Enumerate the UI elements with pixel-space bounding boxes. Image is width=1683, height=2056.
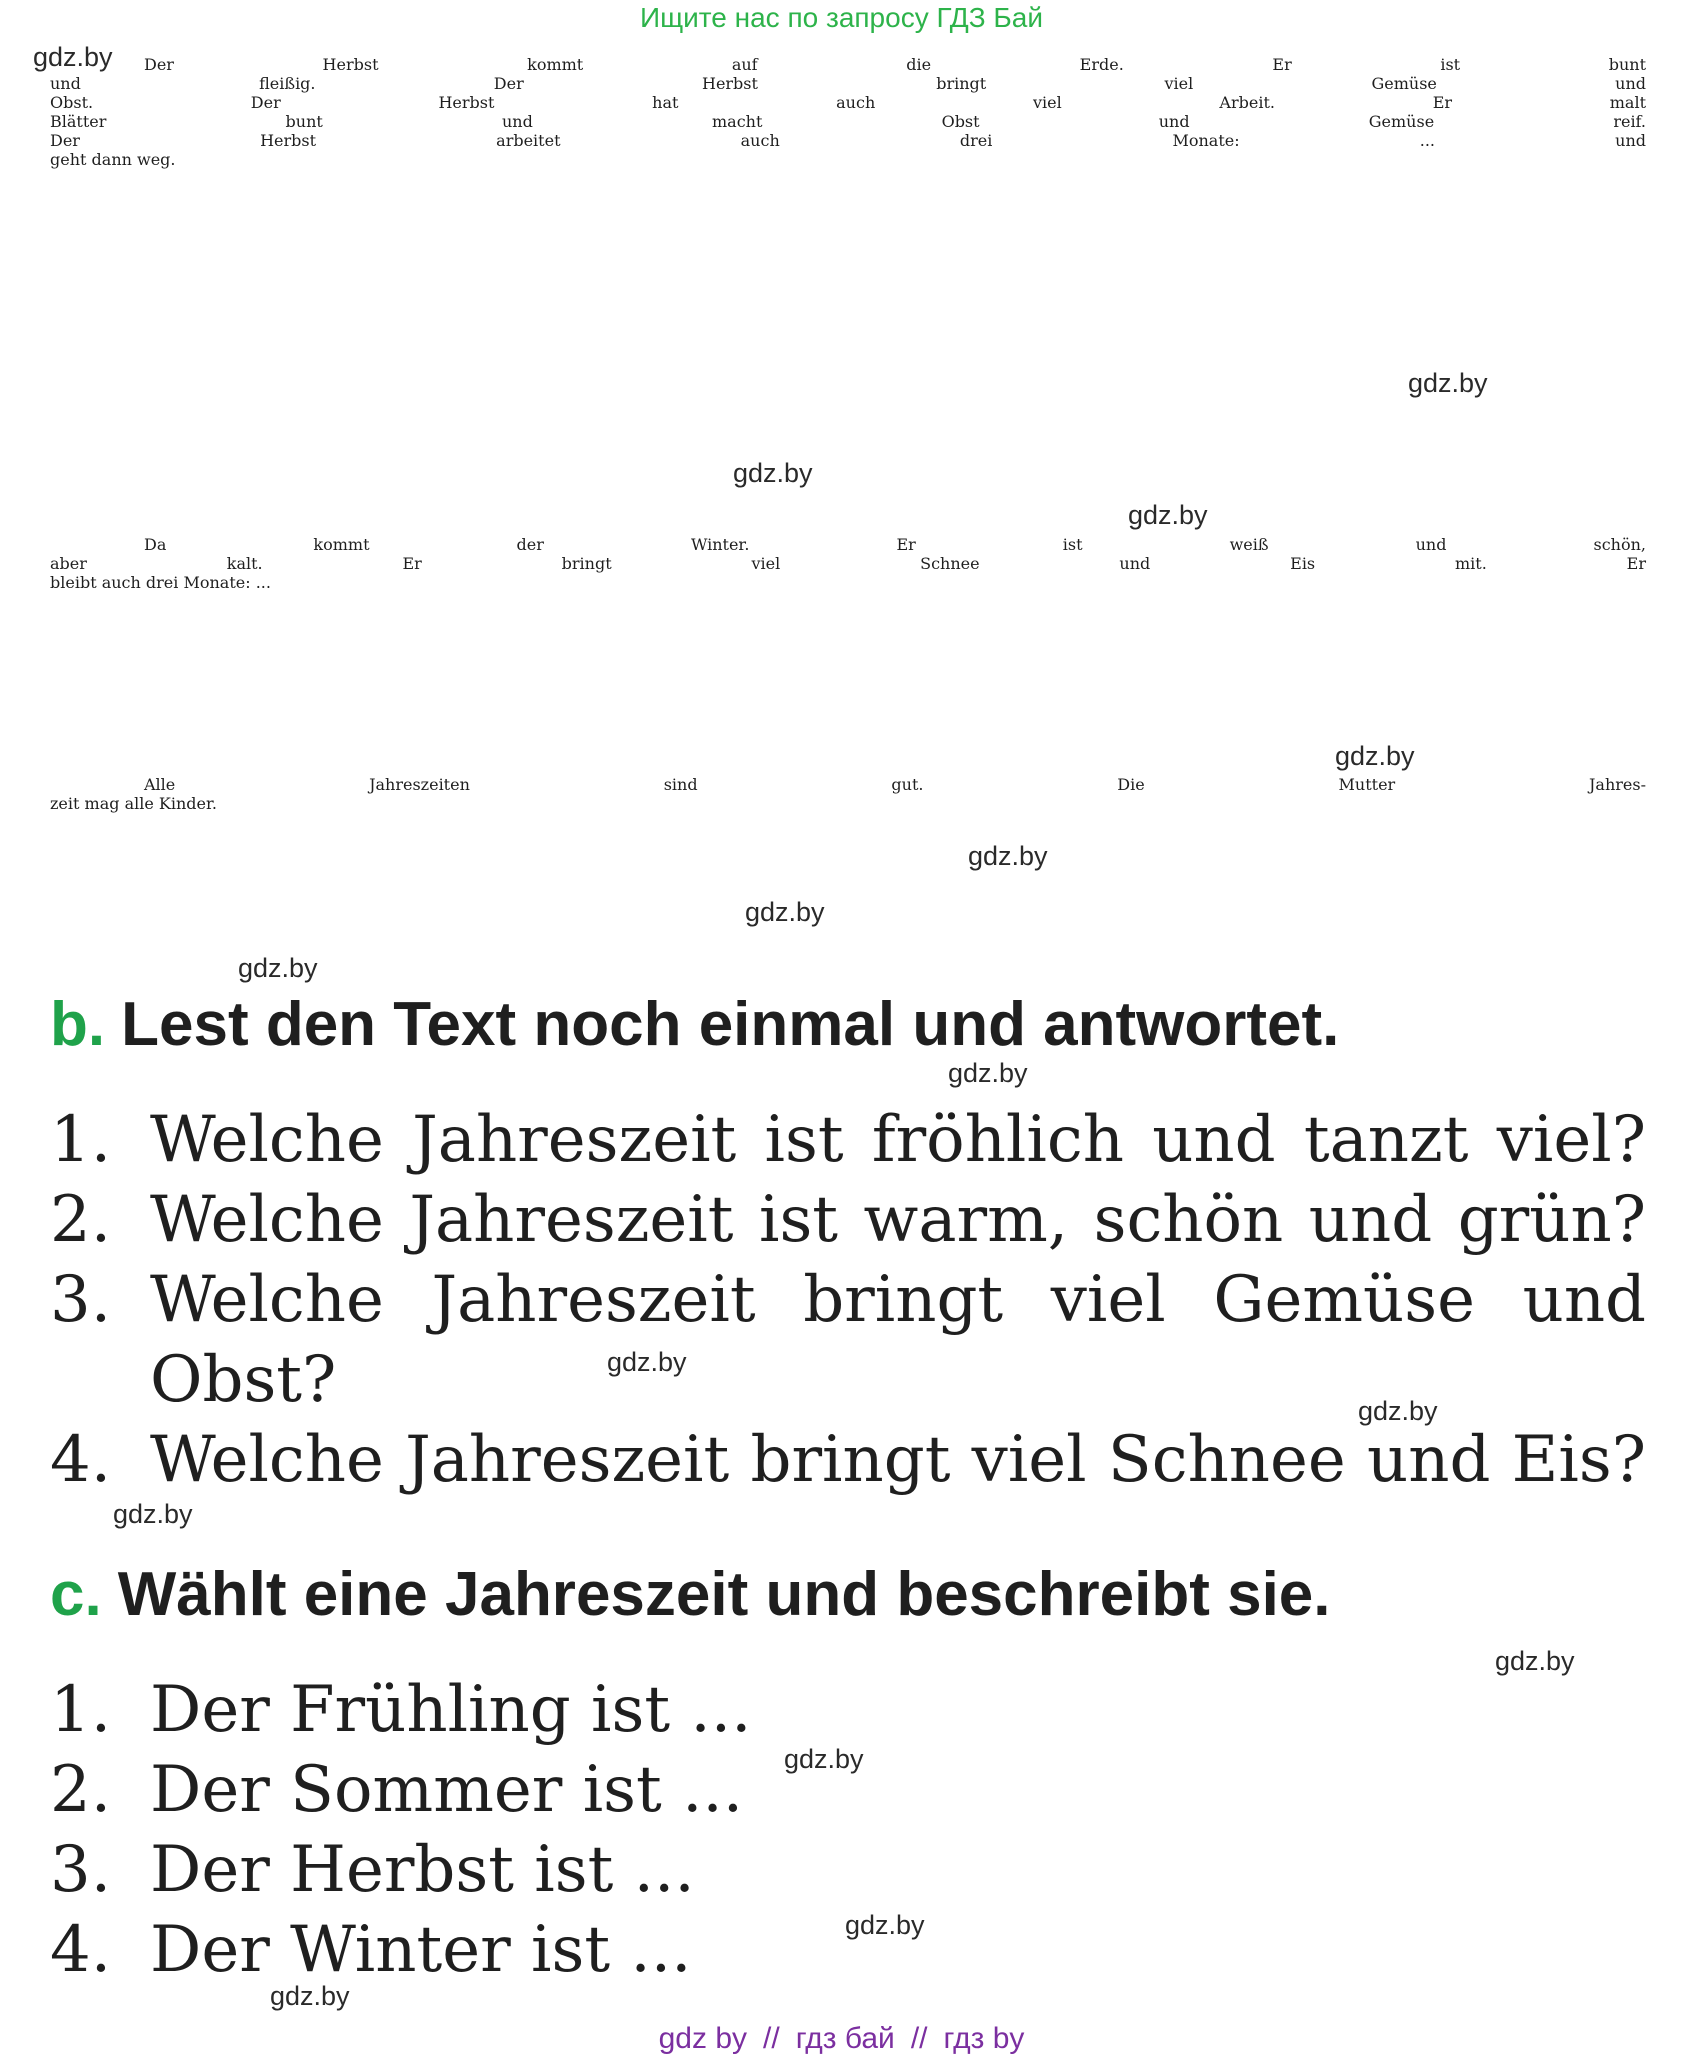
paragraph-herbst [50, 55, 1646, 169]
watermark: gdz.by [845, 1910, 925, 1940]
watermark: gdz.by [784, 1744, 864, 1774]
item-text: Welche Jahreszeit bringt viel Schnee und Eis? [150, 1423, 1646, 1497]
watermark: gdz.by [968, 841, 1048, 871]
top-banner: Ищите нас по запросу ГДЗ Бай [639, 2, 1044, 33]
section-c-title: Wählt eine Jahreszeit und beschreibt sie. [117, 1560, 1331, 1629]
text-line: bleibt auch drei Monate: ... [50, 573, 271, 592]
watermark: gdz.by [1128, 500, 1208, 530]
item-text-continued: Obst? [150, 1343, 337, 1417]
list-item [50, 1100, 1646, 1180]
watermark: gdz.by [1335, 741, 1415, 771]
footer-separator: // [910, 2022, 928, 2055]
text-line: aber kalt. Er bringt viel Schnee und Eis mit. Er [50, 554, 1646, 573]
item-number: 2. [50, 1183, 112, 1257]
item-number: 4. [50, 1423, 112, 1497]
item-number: 4. [50, 1913, 112, 1987]
item-number: 3. [50, 1263, 112, 1337]
list-item [50, 1670, 1646, 1750]
section-c-heading [50, 1555, 1331, 1635]
text-line: geht dann weg. [50, 150, 176, 169]
text-line: und fleißig. Der Herbst bringt viel Gemüse und [50, 74, 1646, 93]
item-text: Der Sommer ist ... [150, 1753, 744, 1827]
watermark: gdz.by [733, 458, 813, 488]
text-line: Blätter bunt und macht Obst und Gemüse reif. [50, 112, 1646, 131]
watermark: gdz.by [238, 953, 318, 983]
section-c-letter: c. [50, 1560, 102, 1629]
watermark: gdz.by [1495, 1646, 1575, 1676]
footer-link-gdz-by-cyr[interactable]: гдз by [943, 2022, 1025, 2055]
watermark: gdz.by [270, 1981, 350, 2011]
text-line: Obst. Der Herbst hat auch viel Arbeit. Er malt [50, 93, 1646, 112]
footer [0, 2022, 1683, 2056]
watermark: gdz.by [33, 42, 113, 72]
watermark: gdz.by [1358, 1396, 1438, 1426]
section-b-letter: b. [50, 990, 106, 1059]
item-text: Der Herbst ist ... [150, 1833, 695, 1907]
item-text: Welche Jahreszeit ist warm, schön und grün? [150, 1183, 1646, 1257]
item-number: 2. [50, 1753, 112, 1827]
watermark: gdz.by [607, 1347, 687, 1377]
watermark: gdz.by [745, 897, 825, 927]
item-number: 1. [50, 1673, 112, 1747]
item-number: 1. [50, 1103, 112, 1177]
text-line: zeit mag alle Kinder. [50, 794, 217, 813]
text-line: Da kommt der Winter. Er ist weiß und schön, [144, 535, 1646, 554]
question-list [50, 1100, 1646, 1500]
paragraph-alle [50, 775, 1646, 813]
text-line: Alle Jahreszeiten sind gut. Die Mutter Jahres- [144, 775, 1646, 794]
watermark: gdz.by [948, 1058, 1028, 1088]
watermark: gdz.by [113, 1499, 193, 1529]
text-line: Der Herbst kommt auf die Erde. Er ist bunt [144, 55, 1646, 74]
paragraph-winter [50, 535, 1646, 592]
prompt-list [50, 1670, 1646, 1990]
list-item [50, 1180, 1646, 1260]
item-number: 3. [50, 1833, 112, 1907]
footer-separator: // [763, 2022, 780, 2055]
section-b-heading [50, 985, 1339, 1065]
item-text: Welche Jahreszeit bringt viel Gemüse und [150, 1263, 1646, 1337]
item-text: Welche Jahreszeit ist fröhlich und tanzt viel? [150, 1103, 1646, 1177]
footer-link-gdz-bai[interactable]: гдз бай [795, 2022, 895, 2055]
text-line: Der Herbst arbeitet auch drei Monate: ... und [50, 131, 1646, 150]
footer-link-gdz-by[interactable]: gdz by [658, 2022, 748, 2055]
list-item [50, 1830, 1646, 1910]
item-text: Der Frühling ist ... [150, 1673, 752, 1747]
watermark: gdz.by [1408, 368, 1488, 398]
list-item [50, 1420, 1646, 1500]
item-text: Der Winter ist ... [150, 1913, 692, 1987]
section-b-title: Lest den Text noch einmal und antwortet. [121, 990, 1340, 1059]
